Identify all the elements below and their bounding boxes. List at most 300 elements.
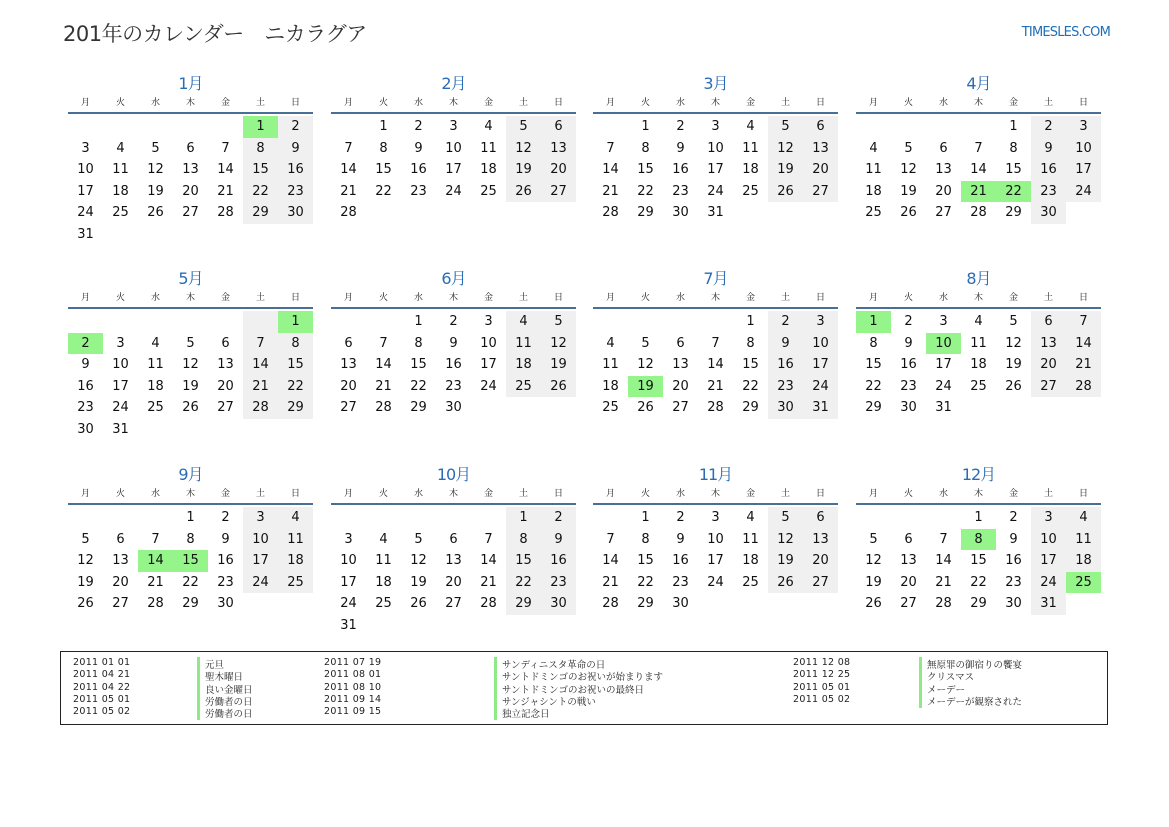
- day-cell[interactable]: 29: [970, 596, 987, 612]
- day-cell[interactable]: 4: [116, 140, 125, 156]
- day-cell[interactable]: 28: [340, 205, 357, 221]
- day-cell[interactable]: 5: [506, 116, 541, 138]
- day-cell[interactable]: 7: [379, 335, 388, 351]
- day-cell[interactable]: 12: [77, 553, 94, 569]
- day-cell[interactable]: 17: [935, 357, 952, 373]
- day-cell[interactable]: 4: [151, 335, 160, 351]
- day-cell[interactable]: 19: [1005, 357, 1022, 373]
- day-cell[interactable]: 12: [182, 357, 199, 373]
- day-cell[interactable]: 9: [904, 335, 913, 351]
- day-cell[interactable]: 16: [77, 378, 94, 394]
- day-cell[interactable]: 15: [243, 159, 278, 181]
- day-cell[interactable]: 13: [672, 357, 689, 373]
- day-cell[interactable]: 22: [970, 574, 987, 590]
- day-cell[interactable]: 20: [935, 183, 952, 199]
- day-cell[interactable]: 19: [182, 378, 199, 394]
- day-cell[interactable]: 11: [602, 357, 619, 373]
- day-cell[interactable]: 12: [541, 333, 576, 355]
- day-cell[interactable]: 17: [480, 357, 497, 373]
- day-cell[interactable]: 27: [803, 181, 838, 203]
- day-cell[interactable]: 6: [803, 507, 838, 529]
- day-cell[interactable]: 17: [1031, 550, 1066, 572]
- day-cell[interactable]: 31: [1031, 593, 1066, 615]
- day-cell[interactable]: 8: [961, 529, 996, 551]
- day-cell[interactable]: 13: [541, 138, 576, 160]
- day-cell[interactable]: 28: [217, 205, 234, 221]
- day-cell[interactable]: 22: [243, 181, 278, 203]
- day-cell[interactable]: 26: [768, 572, 803, 594]
- day-cell[interactable]: 21: [375, 378, 392, 394]
- day-cell[interactable]: 22: [278, 376, 313, 398]
- day-cell[interactable]: 20: [1031, 354, 1066, 376]
- day-cell[interactable]: 28: [1066, 376, 1101, 398]
- day-cell[interactable]: 21: [707, 378, 724, 394]
- day-cell[interactable]: 3: [711, 510, 720, 525]
- day-cell[interactable]: 28: [147, 596, 164, 612]
- day-cell[interactable]: 19: [541, 354, 576, 376]
- day-cell[interactable]: 10: [112, 357, 129, 373]
- day-cell[interactable]: 26: [865, 596, 882, 612]
- day-cell[interactable]: 9: [449, 335, 458, 351]
- day-cell[interactable]: 28: [480, 596, 497, 612]
- day-cell[interactable]: 30: [1031, 202, 1066, 224]
- day-cell[interactable]: 2: [221, 510, 230, 525]
- day-cell[interactable]: 16: [445, 357, 462, 373]
- day-cell[interactable]: 18: [742, 162, 759, 178]
- day-cell[interactable]: 26: [900, 205, 917, 221]
- day-cell[interactable]: 12: [865, 553, 882, 569]
- day-cell[interactable]: 26: [182, 400, 199, 416]
- day-cell[interactable]: 21: [1066, 354, 1101, 376]
- day-cell[interactable]: 21: [480, 574, 497, 590]
- day-cell[interactable]: 29: [742, 400, 759, 416]
- day-cell[interactable]: 5: [81, 531, 90, 547]
- day-cell[interactable]: 15: [506, 550, 541, 572]
- day-cell[interactable]: 2: [768, 311, 803, 333]
- day-cell[interactable]: 1: [186, 510, 195, 525]
- day-cell[interactable]: 29: [243, 202, 278, 224]
- day-cell[interactable]: 8: [379, 140, 388, 156]
- day-cell[interactable]: 8: [746, 335, 755, 351]
- day-cell[interactable]: 30: [217, 596, 234, 612]
- day-cell[interactable]: 28: [935, 596, 952, 612]
- day-cell[interactable]: 3: [1031, 507, 1066, 529]
- day-cell[interactable]: 12: [768, 138, 803, 160]
- day-cell[interactable]: 9: [414, 140, 423, 156]
- day-cell[interactable]: 24: [480, 378, 497, 394]
- day-cell[interactable]: 23: [1005, 574, 1022, 590]
- day-cell[interactable]: 13: [112, 553, 129, 569]
- day-cell[interactable]: 18: [602, 378, 619, 394]
- day-cell[interactable]: 17: [112, 378, 129, 394]
- day-cell[interactable]: 31: [935, 400, 952, 416]
- day-cell[interactable]: 10: [926, 333, 961, 355]
- day-cell[interactable]: 19: [410, 574, 427, 590]
- day-cell[interactable]: 13: [182, 162, 199, 178]
- day-cell[interactable]: 24: [340, 596, 357, 612]
- day-cell[interactable]: 27: [445, 596, 462, 612]
- day-cell[interactable]: 23: [900, 378, 917, 394]
- day-cell[interactable]: 16: [1031, 159, 1066, 181]
- day-cell[interactable]: 2: [904, 314, 913, 329]
- day-cell[interactable]: 7: [939, 531, 948, 547]
- day-cell[interactable]: 20: [445, 574, 462, 590]
- day-cell[interactable]: 31: [112, 421, 129, 437]
- day-cell[interactable]: 14: [707, 357, 724, 373]
- day-cell[interactable]: 22: [375, 183, 392, 199]
- day-cell[interactable]: 17: [707, 162, 724, 178]
- day-cell[interactable]: 14: [138, 550, 173, 572]
- day-cell[interactable]: 17: [445, 162, 462, 178]
- day-cell[interactable]: 27: [541, 181, 576, 203]
- day-cell[interactable]: 7: [344, 140, 353, 156]
- day-cell[interactable]: 6: [186, 140, 195, 156]
- day-cell[interactable]: 1: [278, 311, 313, 333]
- day-cell[interactable]: 13: [340, 357, 357, 373]
- day-cell[interactable]: 19: [147, 183, 164, 199]
- day-cell[interactable]: 28: [243, 397, 278, 419]
- day-cell[interactable]: 29: [278, 397, 313, 419]
- day-cell[interactable]: 26: [637, 400, 654, 416]
- day-cell[interactable]: 17: [707, 553, 724, 569]
- day-cell[interactable]: 1: [856, 311, 891, 333]
- day-cell[interactable]: 19: [768, 550, 803, 572]
- day-cell[interactable]: 19: [900, 183, 917, 199]
- day-cell[interactable]: 29: [865, 400, 882, 416]
- day-cell[interactable]: 11: [112, 162, 129, 178]
- day-cell[interactable]: 3: [81, 140, 90, 156]
- day-cell[interactable]: 25: [742, 574, 759, 590]
- day-cell[interactable]: 19: [77, 574, 94, 590]
- day-cell[interactable]: 14: [217, 162, 234, 178]
- day-cell[interactable]: 25: [278, 572, 313, 594]
- day-cell[interactable]: 12: [768, 529, 803, 551]
- day-cell[interactable]: 26: [768, 181, 803, 203]
- day-cell[interactable]: 7: [606, 140, 615, 156]
- day-cell[interactable]: 16: [900, 357, 917, 373]
- day-cell[interactable]: 1: [746, 314, 755, 329]
- day-cell[interactable]: 27: [217, 400, 234, 416]
- day-cell[interactable]: 15: [865, 357, 882, 373]
- day-cell[interactable]: 2: [541, 507, 576, 529]
- day-cell[interactable]: 5: [768, 507, 803, 529]
- day-cell[interactable]: 5: [151, 140, 160, 156]
- day-cell[interactable]: 25: [112, 205, 129, 221]
- day-cell[interactable]: 14: [970, 162, 987, 178]
- day-cell[interactable]: 1: [379, 119, 388, 134]
- day-cell[interactable]: 26: [147, 205, 164, 221]
- day-cell[interactable]: 10: [1031, 529, 1066, 551]
- day-cell[interactable]: 6: [904, 531, 913, 547]
- day-cell[interactable]: 12: [410, 553, 427, 569]
- day-cell[interactable]: 2: [449, 314, 458, 329]
- day-cell[interactable]: 20: [803, 550, 838, 572]
- day-cell[interactable]: 11: [970, 335, 987, 351]
- day-cell[interactable]: 23: [445, 378, 462, 394]
- day-cell[interactable]: 22: [410, 378, 427, 394]
- day-cell[interactable]: 12: [1005, 335, 1022, 351]
- day-cell[interactable]: 18: [742, 553, 759, 569]
- day-cell[interactable]: 3: [711, 119, 720, 134]
- day-cell[interactable]: 9: [1009, 531, 1018, 547]
- day-cell[interactable]: 2: [278, 116, 313, 138]
- day-cell[interactable]: 28: [970, 205, 987, 221]
- day-cell[interactable]: 7: [711, 335, 720, 351]
- day-cell[interactable]: 11: [375, 553, 392, 569]
- day-cell[interactable]: 30: [672, 205, 689, 221]
- day-cell[interactable]: 30: [445, 400, 462, 416]
- day-cell[interactable]: 6: [939, 140, 948, 156]
- day-cell[interactable]: 2: [676, 510, 685, 525]
- day-cell[interactable]: 12: [506, 138, 541, 160]
- day-cell[interactable]: 28: [602, 205, 619, 221]
- day-cell[interactable]: 19: [628, 376, 663, 398]
- day-cell[interactable]: 11: [278, 529, 313, 551]
- day-cell[interactable]: 15: [410, 357, 427, 373]
- day-cell[interactable]: 8: [414, 335, 423, 351]
- day-cell[interactable]: 29: [182, 596, 199, 612]
- day-cell[interactable]: 20: [340, 378, 357, 394]
- day-cell[interactable]: 4: [746, 510, 755, 525]
- day-cell[interactable]: 27: [1031, 376, 1066, 398]
- day-cell[interactable]: 20: [803, 159, 838, 181]
- day-cell[interactable]: 20: [900, 574, 917, 590]
- day-cell[interactable]: 16: [1005, 553, 1022, 569]
- day-cell[interactable]: 30: [77, 421, 94, 437]
- day-cell[interactable]: 16: [217, 553, 234, 569]
- day-cell[interactable]: 3: [243, 507, 278, 529]
- day-cell[interactable]: 5: [641, 335, 650, 351]
- day-cell[interactable]: 28: [707, 400, 724, 416]
- day-cell[interactable]: 25: [970, 378, 987, 394]
- day-cell[interactable]: 31: [340, 617, 357, 633]
- day-cell[interactable]: 6: [221, 335, 230, 351]
- day-cell[interactable]: 4: [869, 140, 878, 156]
- day-cell[interactable]: 22: [637, 574, 654, 590]
- day-cell[interactable]: 14: [480, 553, 497, 569]
- day-cell[interactable]: 13: [803, 529, 838, 551]
- day-cell[interactable]: 7: [1066, 311, 1101, 333]
- day-cell[interactable]: 29: [1005, 205, 1022, 221]
- day-cell[interactable]: 18: [865, 183, 882, 199]
- day-cell[interactable]: 15: [637, 162, 654, 178]
- day-cell[interactable]: 1: [641, 119, 650, 134]
- day-cell[interactable]: 2: [414, 119, 423, 134]
- day-cell[interactable]: 22: [996, 181, 1031, 203]
- day-cell[interactable]: 7: [221, 140, 230, 156]
- day-cell[interactable]: 30: [900, 400, 917, 416]
- day-cell[interactable]: 25: [1066, 572, 1101, 594]
- day-cell[interactable]: 25: [742, 183, 759, 199]
- day-cell[interactable]: 5: [541, 311, 576, 333]
- day-cell[interactable]: 4: [746, 119, 755, 134]
- day-cell[interactable]: 30: [672, 596, 689, 612]
- day-cell[interactable]: 8: [641, 140, 650, 156]
- day-cell[interactable]: 1: [1009, 119, 1018, 134]
- day-cell[interactable]: 29: [637, 205, 654, 221]
- day-cell[interactable]: 15: [1005, 162, 1022, 178]
- day-cell[interactable]: 8: [186, 531, 195, 547]
- day-cell[interactable]: 18: [480, 162, 497, 178]
- day-cell[interactable]: 18: [970, 357, 987, 373]
- day-cell[interactable]: 30: [768, 397, 803, 419]
- day-cell[interactable]: 11: [865, 162, 882, 178]
- day-cell[interactable]: 5: [414, 531, 423, 547]
- day-cell[interactable]: 27: [182, 205, 199, 221]
- day-cell[interactable]: 5: [869, 531, 878, 547]
- day-cell[interactable]: 7: [151, 531, 160, 547]
- day-cell[interactable]: 10: [707, 140, 724, 156]
- day-cell[interactable]: 3: [116, 335, 125, 351]
- day-cell[interactable]: 23: [77, 400, 94, 416]
- day-cell[interactable]: 26: [77, 596, 94, 612]
- day-cell[interactable]: 18: [1066, 550, 1101, 572]
- day-cell[interactable]: 11: [480, 140, 497, 156]
- day-cell[interactable]: 11: [1066, 529, 1101, 551]
- day-cell[interactable]: 24: [935, 378, 952, 394]
- day-cell[interactable]: 31: [77, 226, 94, 242]
- day-cell[interactable]: 9: [541, 529, 576, 551]
- day-cell[interactable]: 5: [904, 140, 913, 156]
- day-cell[interactable]: 27: [935, 205, 952, 221]
- day-cell[interactable]: 13: [935, 162, 952, 178]
- day-cell[interactable]: 29: [637, 596, 654, 612]
- day-cell[interactable]: 9: [81, 357, 90, 373]
- day-cell[interactable]: 16: [768, 354, 803, 376]
- day-cell[interactable]: 3: [939, 314, 948, 329]
- day-cell[interactable]: 17: [1066, 159, 1101, 181]
- day-cell[interactable]: 9: [768, 333, 803, 355]
- day-cell[interactable]: 25: [480, 183, 497, 199]
- day-cell[interactable]: 4: [606, 335, 615, 351]
- day-cell[interactable]: 24: [77, 205, 94, 221]
- day-cell[interactable]: 13: [803, 138, 838, 160]
- day-cell[interactable]: 16: [541, 550, 576, 572]
- day-cell[interactable]: 24: [445, 183, 462, 199]
- day-cell[interactable]: 8: [243, 138, 278, 160]
- day-cell[interactable]: 18: [506, 354, 541, 376]
- day-cell[interactable]: 12: [637, 357, 654, 373]
- day-cell[interactable]: 27: [340, 400, 357, 416]
- day-cell[interactable]: 19: [865, 574, 882, 590]
- day-cell[interactable]: 24: [707, 183, 724, 199]
- day-cell[interactable]: 4: [379, 531, 388, 547]
- day-cell[interactable]: 21: [935, 574, 952, 590]
- day-cell[interactable]: 5: [186, 335, 195, 351]
- day-cell[interactable]: 7: [484, 531, 493, 547]
- day-cell[interactable]: 22: [742, 378, 759, 394]
- day-cell[interactable]: 20: [182, 183, 199, 199]
- day-cell[interactable]: 25: [865, 205, 882, 221]
- day-cell[interactable]: 20: [112, 574, 129, 590]
- day-cell[interactable]: 6: [676, 335, 685, 351]
- day-cell[interactable]: 18: [278, 550, 313, 572]
- day-cell[interactable]: 26: [410, 596, 427, 612]
- day-cell[interactable]: 3: [803, 311, 838, 333]
- day-cell[interactable]: 21: [602, 183, 619, 199]
- day-cell[interactable]: 22: [865, 378, 882, 394]
- day-cell[interactable]: 1: [974, 510, 983, 525]
- day-cell[interactable]: 31: [803, 397, 838, 419]
- day-cell[interactable]: 7: [974, 140, 983, 156]
- day-cell[interactable]: 14: [1066, 333, 1101, 355]
- day-cell[interactable]: 23: [541, 572, 576, 594]
- day-cell[interactable]: 25: [506, 376, 541, 398]
- day-cell[interactable]: 27: [672, 400, 689, 416]
- day-cell[interactable]: 1: [414, 314, 423, 329]
- day-cell[interactable]: 8: [1009, 140, 1018, 156]
- day-cell[interactable]: 10: [340, 553, 357, 569]
- day-cell[interactable]: 25: [375, 596, 392, 612]
- day-cell[interactable]: 6: [449, 531, 458, 547]
- day-cell[interactable]: 18: [112, 183, 129, 199]
- day-cell[interactable]: 24: [112, 400, 129, 416]
- day-cell[interactable]: 14: [340, 162, 357, 178]
- day-cell[interactable]: 27: [112, 596, 129, 612]
- day-cell[interactable]: 13: [217, 357, 234, 373]
- day-cell[interactable]: 4: [1066, 507, 1101, 529]
- day-cell[interactable]: 15: [375, 162, 392, 178]
- day-cell[interactable]: 26: [506, 181, 541, 203]
- day-cell[interactable]: 11: [506, 333, 541, 355]
- day-cell[interactable]: 3: [449, 119, 458, 134]
- day-cell[interactable]: 8: [869, 335, 878, 351]
- day-cell[interactable]: 21: [147, 574, 164, 590]
- day-cell[interactable]: 29: [506, 593, 541, 615]
- day-cell[interactable]: 15: [637, 553, 654, 569]
- day-cell[interactable]: 11: [742, 531, 759, 547]
- day-cell[interactable]: 25: [147, 400, 164, 416]
- day-cell[interactable]: 10: [1066, 138, 1101, 160]
- day-cell[interactable]: 18: [375, 574, 392, 590]
- day-cell[interactable]: 9: [278, 138, 313, 160]
- day-cell[interactable]: 11: [147, 357, 164, 373]
- day-cell[interactable]: 29: [410, 400, 427, 416]
- day-cell[interactable]: 24: [1066, 181, 1101, 203]
- day-cell[interactable]: 16: [672, 162, 689, 178]
- day-cell[interactable]: 6: [803, 116, 838, 138]
- day-cell[interactable]: 26: [541, 376, 576, 398]
- day-cell[interactable]: 8: [641, 531, 650, 547]
- day-cell[interactable]: 6: [541, 116, 576, 138]
- day-cell[interactable]: 9: [676, 531, 685, 547]
- day-cell[interactable]: 12: [147, 162, 164, 178]
- day-cell[interactable]: 30: [541, 593, 576, 615]
- day-cell[interactable]: 8: [506, 529, 541, 551]
- day-cell[interactable]: 23: [1031, 181, 1066, 203]
- day-cell[interactable]: 28: [375, 400, 392, 416]
- day-cell[interactable]: 27: [900, 596, 917, 612]
- day-cell[interactable]: 2: [1031, 116, 1066, 138]
- day-cell[interactable]: 21: [217, 183, 234, 199]
- day-cell[interactable]: 3: [344, 531, 353, 547]
- day-cell[interactable]: 14: [935, 553, 952, 569]
- day-cell[interactable]: 5: [1009, 314, 1018, 329]
- day-cell[interactable]: 21: [961, 181, 996, 203]
- day-cell[interactable]: 4: [484, 119, 493, 134]
- day-cell[interactable]: 24: [243, 572, 278, 594]
- day-cell[interactable]: 7: [606, 531, 615, 547]
- day-cell[interactable]: 15: [970, 553, 987, 569]
- day-cell[interactable]: 14: [602, 162, 619, 178]
- day-cell[interactable]: 25: [602, 400, 619, 416]
- day-cell[interactable]: 18: [147, 378, 164, 394]
- day-cell[interactable]: 7: [243, 333, 278, 355]
- day-cell[interactable]: 24: [707, 574, 724, 590]
- day-cell[interactable]: 9: [221, 531, 230, 547]
- day-cell[interactable]: 20: [672, 378, 689, 394]
- day-cell[interactable]: 6: [344, 335, 353, 351]
